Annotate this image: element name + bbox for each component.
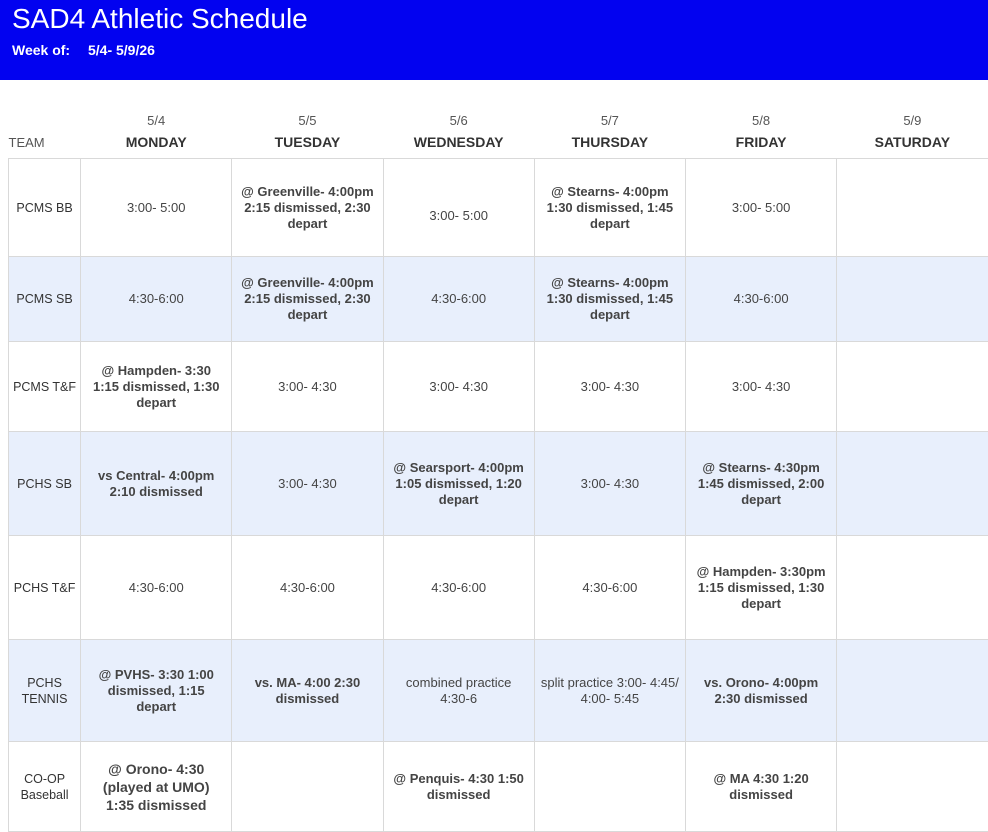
team-name: CO-OP Baseball xyxy=(9,742,81,832)
schedule-cell: @ Greenville- 4:00pm 2:15 dismissed, 2:30 depart xyxy=(232,257,383,342)
schedule-cell xyxy=(232,742,383,832)
team-row xyxy=(9,342,988,432)
team-row xyxy=(9,640,988,742)
day-date: 5/5 xyxy=(232,113,383,128)
team-column-header: TEAM xyxy=(9,104,81,159)
team-row xyxy=(9,742,988,832)
schedule-cell: @ Stearns- 4:00pm 1:30 dismissed, 1:45 depart xyxy=(534,159,685,257)
schedule-cell: 3:00- 4:30 xyxy=(232,342,383,432)
day-date: 5/4 xyxy=(81,113,232,128)
team-name: PCHS T&F xyxy=(9,536,81,640)
day-name: THURSDAY xyxy=(534,134,685,150)
schedule-cell: @ Searsport- 4:00pm 1:05 dismissed, 1:20 depart xyxy=(383,432,534,536)
schedule-cell: vs Central- 4:00pm 2:10 dismissed xyxy=(81,432,232,536)
page-title: SAD4 Athletic Schedule xyxy=(12,3,976,35)
schedule-cell: @ Penquis- 4:30 1:50 dismissed xyxy=(383,742,534,832)
schedule-cell: 3:00- 5:00 xyxy=(81,159,232,257)
team-name: PCMS SB xyxy=(9,257,81,342)
week-of xyxy=(12,42,976,58)
day-date: 5/8 xyxy=(685,113,836,128)
header-banner xyxy=(0,0,988,80)
schedule-cell: @ Stearns- 4:30pm 1:45 dismissed, 2:00 depart xyxy=(685,432,836,536)
team-row xyxy=(9,432,988,536)
schedule-cell xyxy=(534,742,685,832)
schedule-cell: split practice 3:00- 4:45/ 4:00- 5:45 xyxy=(534,640,685,742)
schedule-cell xyxy=(837,640,988,742)
schedule-cell: 3:00- 4:30 xyxy=(685,342,836,432)
day-header xyxy=(81,104,232,159)
schedule-cell: 4:30-6:00 xyxy=(383,257,534,342)
day-header xyxy=(534,104,685,159)
day-header xyxy=(232,104,383,159)
schedule-cell xyxy=(837,432,988,536)
schedule-cell: 4:30-6:00 xyxy=(81,257,232,342)
team-name: PCHS SB xyxy=(9,432,81,536)
schedule-cell: 3:00- 4:30 xyxy=(383,342,534,432)
header-row xyxy=(9,104,988,159)
day-date: 5/9 xyxy=(837,113,988,128)
schedule-cell: @ PVHS- 3:30 1:00 dismissed, 1:15 depart xyxy=(81,640,232,742)
schedule-cell: @ Stearns- 4:00pm 1:30 dismissed, 1:45 depart xyxy=(534,257,685,342)
schedule-table xyxy=(8,104,988,832)
schedule-cell: 4:30-6:00 xyxy=(383,536,534,640)
team-row xyxy=(9,159,988,257)
schedule-cell: @ Greenville- 4:00pm 2:15 dismissed, 2:30 depart xyxy=(232,159,383,257)
schedule-cell: @ Hampden- 3:30 1:15 dismissed, 1:30 depart xyxy=(81,342,232,432)
team-name: PCHS TENNIS xyxy=(9,640,81,742)
schedule-cell xyxy=(837,742,988,832)
schedule-cell: 4:30-6:00 xyxy=(81,536,232,640)
schedule-cell: 3:00- 4:30 xyxy=(232,432,383,536)
team-row xyxy=(9,257,988,342)
schedule-cell: 3:00- 5:00 xyxy=(383,159,534,257)
day-name: WEDNESDAY xyxy=(383,134,534,150)
schedule-cell: @ Hampden- 3:30pm 1:15 dismissed, 1:30 depart xyxy=(685,536,836,640)
team-name: PCMS BB xyxy=(9,159,81,257)
day-name: MONDAY xyxy=(81,134,232,150)
day-date: 5/6 xyxy=(383,113,534,128)
schedule-cell: 3:00- 5:00 xyxy=(685,159,836,257)
week-range: 5/4- 5/9/26 xyxy=(88,42,155,58)
day-header xyxy=(685,104,836,159)
day-header xyxy=(837,104,988,159)
day-date: 5/7 xyxy=(534,113,685,128)
schedule-cell: 4:30-6:00 xyxy=(685,257,836,342)
schedule-cell: 4:30-6:00 xyxy=(534,536,685,640)
schedule-cell: combined practice 4:30-6 xyxy=(383,640,534,742)
team-name: PCMS T&F xyxy=(9,342,81,432)
schedule-cell xyxy=(837,342,988,432)
schedule-cell xyxy=(837,257,988,342)
schedule-cell xyxy=(837,159,988,257)
day-name: TUESDAY xyxy=(232,134,383,150)
day-header xyxy=(383,104,534,159)
schedule-cell: vs. MA- 4:00 2:30 dismissed xyxy=(232,640,383,742)
schedule-cell: 4:30-6:00 xyxy=(232,536,383,640)
schedule-cell: @ MA 4:30 1:20 dismissed xyxy=(685,742,836,832)
schedule-cell: vs. Orono- 4:00pm 2:30 dismissed xyxy=(685,640,836,742)
schedule-cell: @ Orono- 4:30 (played at UMO) 1:35 dismissed xyxy=(81,742,232,832)
schedule-cell: 3:00- 4:30 xyxy=(534,432,685,536)
day-name: FRIDAY xyxy=(685,134,836,150)
week-label: Week of: xyxy=(12,42,70,58)
day-name: SATURDAY xyxy=(837,134,988,150)
schedule-cell: 3:00- 4:30 xyxy=(534,342,685,432)
schedule-cell xyxy=(837,536,988,640)
team-row xyxy=(9,536,988,640)
